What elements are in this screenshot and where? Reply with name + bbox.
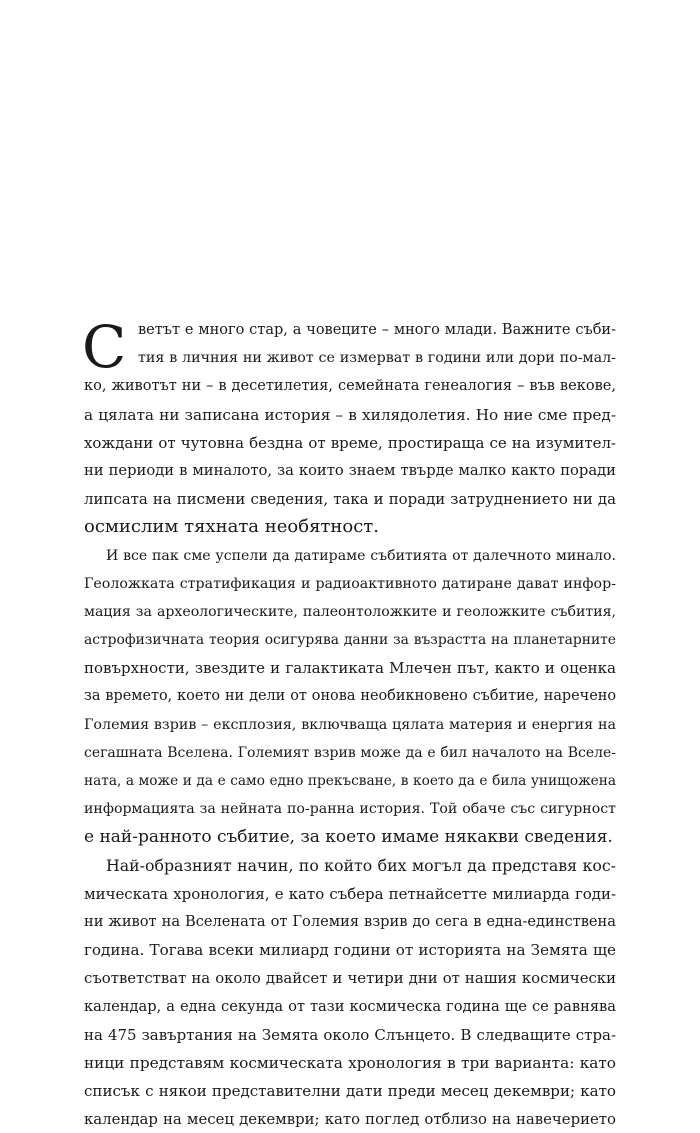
text-line: липсата на писмени сведения, така и поради затруднението ни да [84, 490, 616, 509]
paragraph [84, 542, 616, 852]
text-line: астрофизичната теория осигурява данни за възрастта на планетарните [84, 632, 616, 649]
text-line: списък с някои представителни дати преди месец декември; като [84, 1082, 616, 1101]
text-line: сегашната Вселена. Големият взрив може да е бил началото на Вселе- [84, 744, 616, 761]
text-line: ници представям космическата хронология в три варианта: като [84, 1053, 616, 1072]
text-line: календар, а една секунда от тази космическа година ще се равнява [84, 997, 616, 1015]
text-line: Големия взрив – експлозия, включваща цялата материя и енергия на [84, 716, 616, 733]
text-line: календар на месец декември; като поглед отблизо на навечерието [84, 1110, 616, 1129]
text-line: Геоложката стратификация и радиоактивното датиране дават инфор- [84, 575, 616, 592]
text-line: осмислим тяхната необятност. [84, 516, 379, 538]
text-line: мация за археологическите, палеонтоложките и геоложките събития, [84, 603, 616, 620]
text-line: ветът е много стар, а човеците – много млади. Важните съби- [138, 322, 616, 338]
text-line: е най-ранното събитие, за което имаме някакви сведения. [84, 827, 613, 848]
text-line: а цялата ни записана история – в хилядолетия. Но ние сме пред- [84, 405, 616, 424]
text-line: на 475 завъртания на Земята около Слънцето. В следващите стра- [84, 1025, 616, 1044]
text-line: тия в личния ни живот се измерват в години или дори по-мал- [138, 350, 616, 367]
paragraph [84, 852, 616, 1133]
text-line: повърхности, звездите и галактиката Млечен път, както и оценка [84, 659, 616, 678]
text-line: хождани от чутовна бездна от време, простираща се на изумител- [84, 433, 616, 452]
text-line: за времето, което ни дели от онова необикновено събитие, наречено [84, 688, 616, 705]
text-line: И все пак сме успели да датираме събитията от далечното минало. [106, 547, 616, 564]
text-line: ни живот на Вселената от Големия взрив до сега в една-единствена [84, 912, 616, 930]
body-text [82, 313, 616, 1133]
text-line: година. Тогава всеки милиард години от историята на Земята ще [84, 941, 616, 960]
drop-cap: С [82, 313, 127, 381]
text-line: ната, а може и да е само едно прекъсване, в което да е била унищожена [84, 773, 616, 789]
text-line: съответстват на около двайсет и четири дни от нашия космически [84, 969, 616, 988]
text-line: мическата хронология, е като събера петнайсетте милиарда годи- [84, 884, 616, 903]
paragraph [82, 313, 616, 542]
text-line: Най-образният начин, по който бих могъл да представя кос- [106, 855, 616, 875]
text-line: ко, животът ни – в десетилетия, семейната генеалогия – във векове, [84, 377, 616, 395]
text-line: информацията за нейната по-ранна история. Той обаче със сигурност [84, 801, 616, 818]
text-line: ни периоди в миналото, за които знаем твърде малко както поради [84, 461, 616, 479]
